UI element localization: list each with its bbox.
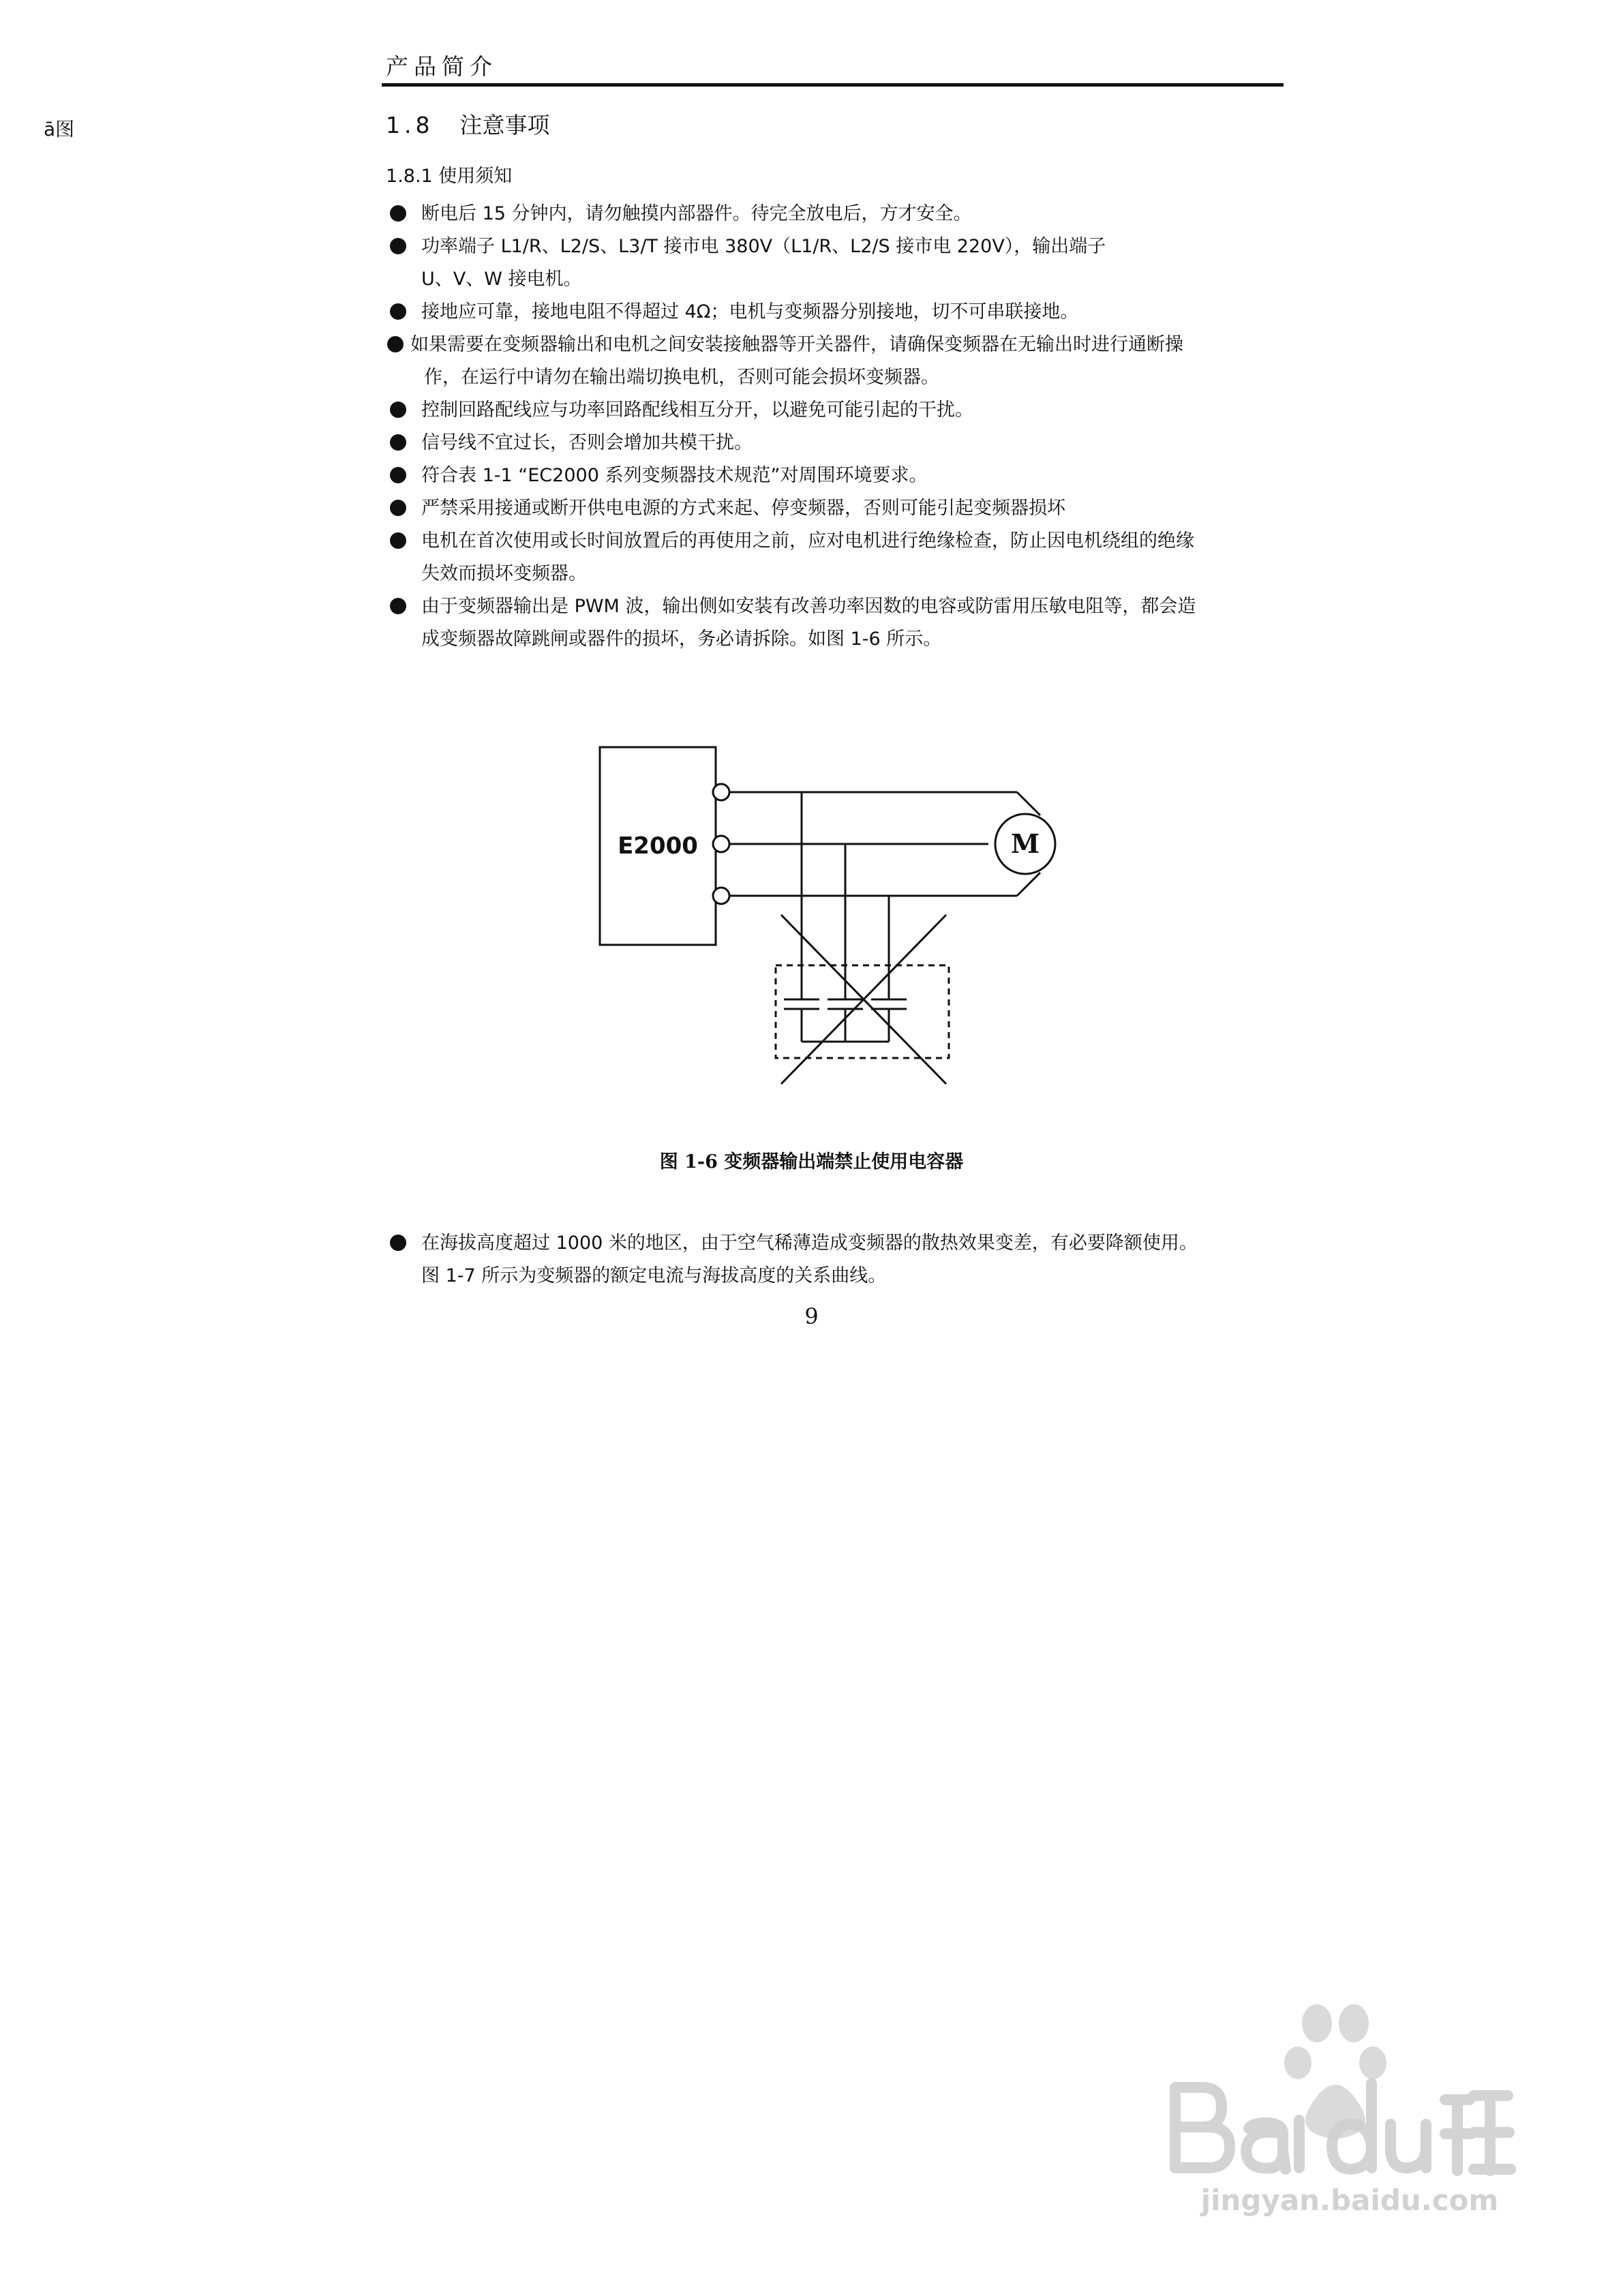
bullet-icon xyxy=(390,532,406,549)
paw-toe xyxy=(1359,2046,1386,2079)
note-line: 电机在首次使用或长时间放置后的再使用之前，应对电机进行绝缘检查，防止因电机绕组的绝缘 xyxy=(421,530,1194,552)
baidu-jingyan-watermark xyxy=(1159,1997,1541,2222)
note-item xyxy=(386,329,1286,394)
header-rule xyxy=(382,83,1284,87)
watermark-letter-u xyxy=(1391,2124,1426,2168)
notes-list xyxy=(386,198,1286,656)
paw-toe xyxy=(1339,2004,1369,2042)
note-line: 断电后 15 分钟内，请勿触摸内部器件。待完全放电后，方才安全。 xyxy=(421,203,972,224)
note-line: 作，在运行中请勿在输出端切换电机，否则可能会损坏变频器。 xyxy=(424,367,939,388)
note-item xyxy=(386,427,1286,459)
inverter-label: E2000 xyxy=(618,832,698,860)
figure-caption: 图 1-6 变频器输出端禁止使用电容器 xyxy=(659,1151,964,1173)
bullet-icon xyxy=(390,598,406,614)
subsection-heading: 1.8.1 使用须知 xyxy=(386,166,513,187)
paw-toe xyxy=(1284,2046,1311,2079)
note-line: 如果需要在变频器输出和电机之间安装接触器等开关器件，请确保变频器在无输出时进行通断操 xyxy=(410,334,1183,355)
bullet-icon xyxy=(390,434,406,451)
note-item xyxy=(386,492,1286,525)
motor-lead-w xyxy=(1017,873,1040,896)
note-item xyxy=(386,230,1286,296)
watermark-jingyan-glyph xyxy=(1445,2096,1511,2171)
terminal-w xyxy=(713,888,729,904)
motor-lead-u xyxy=(1017,792,1040,815)
note-line: 失效而损坏变频器。 xyxy=(421,563,587,584)
section-number: 1.8 xyxy=(386,112,434,138)
note-item xyxy=(386,1227,1286,1293)
bullet-icon xyxy=(390,500,406,516)
note-line: 信号线不宜过长，否则会增加共模干扰。 xyxy=(421,432,753,453)
note-item xyxy=(386,459,1286,492)
note-line: 在海拔高度超过 1000 米的地区，由于空气稀薄造成变频器的散热效果变差，有必要降额使用。 xyxy=(421,1233,1198,1254)
note-item xyxy=(386,198,1286,230)
bullet-icon xyxy=(390,402,406,418)
note-item xyxy=(386,394,1286,427)
bullet-icon xyxy=(390,238,406,254)
note-line: 功率端子 L1/R、L2/S、L3/T 接市电 380V（L1/R、L2/S 接市电 220V），输出端子 xyxy=(421,236,1106,257)
page-number: 9 xyxy=(804,1303,819,1329)
altitude-note xyxy=(386,1227,1286,1293)
bullet-icon xyxy=(390,205,406,222)
note-line: 控制回路配线应与功率回路配线相互分开，以避免可能引起的干扰。 xyxy=(421,399,973,421)
watermark-letter-B xyxy=(1175,2087,1230,2168)
motor-label: M xyxy=(1010,828,1040,859)
terminal-u xyxy=(713,784,729,800)
section-title: 注意事项 xyxy=(459,112,550,138)
note-item xyxy=(386,525,1286,590)
note-item xyxy=(386,590,1286,656)
terminal-v xyxy=(713,836,729,852)
note-line: 图 1-7 所示为变频器的额定电流与海拔高度的关系曲线。 xyxy=(421,1265,887,1286)
watermark-letter-a xyxy=(1246,2123,1286,2169)
watermark-url: jingyan.baidu.com xyxy=(1200,2184,1499,2217)
bullet-icon xyxy=(387,336,404,352)
note-line: 接地应可靠，接地电阻不得超过 4Ω；电机与变频器分别接地，切不可串联接地。 xyxy=(421,301,1079,322)
note-line: 严禁采用接通或断开供电电源的方式来起、停变频器，否则可能引起变频器损坏 xyxy=(421,498,1065,519)
section-heading xyxy=(386,108,549,140)
bullet-icon xyxy=(390,303,406,320)
capacitor-warning-diagram xyxy=(586,736,1104,1104)
note-line: 成变频器故障跳闸或器件的损坏，务必请拆除。如图 1-6 所示。 xyxy=(421,629,942,650)
page-header-title: 产品简介 xyxy=(386,53,498,80)
bullet-icon xyxy=(390,1235,406,1251)
note-line: 由于变频器输出是 PWM 波，输出侧如安装有改善功率因数的电容或防雷用压敏电阻等，都会造 xyxy=(421,596,1196,617)
paw-toe xyxy=(1302,2004,1332,2042)
bullet-icon xyxy=(390,467,406,483)
note-line: U、V、W 接电机。 xyxy=(421,269,582,290)
note-item xyxy=(386,296,1286,329)
margin-note: ā图 xyxy=(44,118,75,140)
note-line: 符合表 1-1 “EC2000 系列变频器技术规范”对周围环境要求。 xyxy=(421,465,928,486)
